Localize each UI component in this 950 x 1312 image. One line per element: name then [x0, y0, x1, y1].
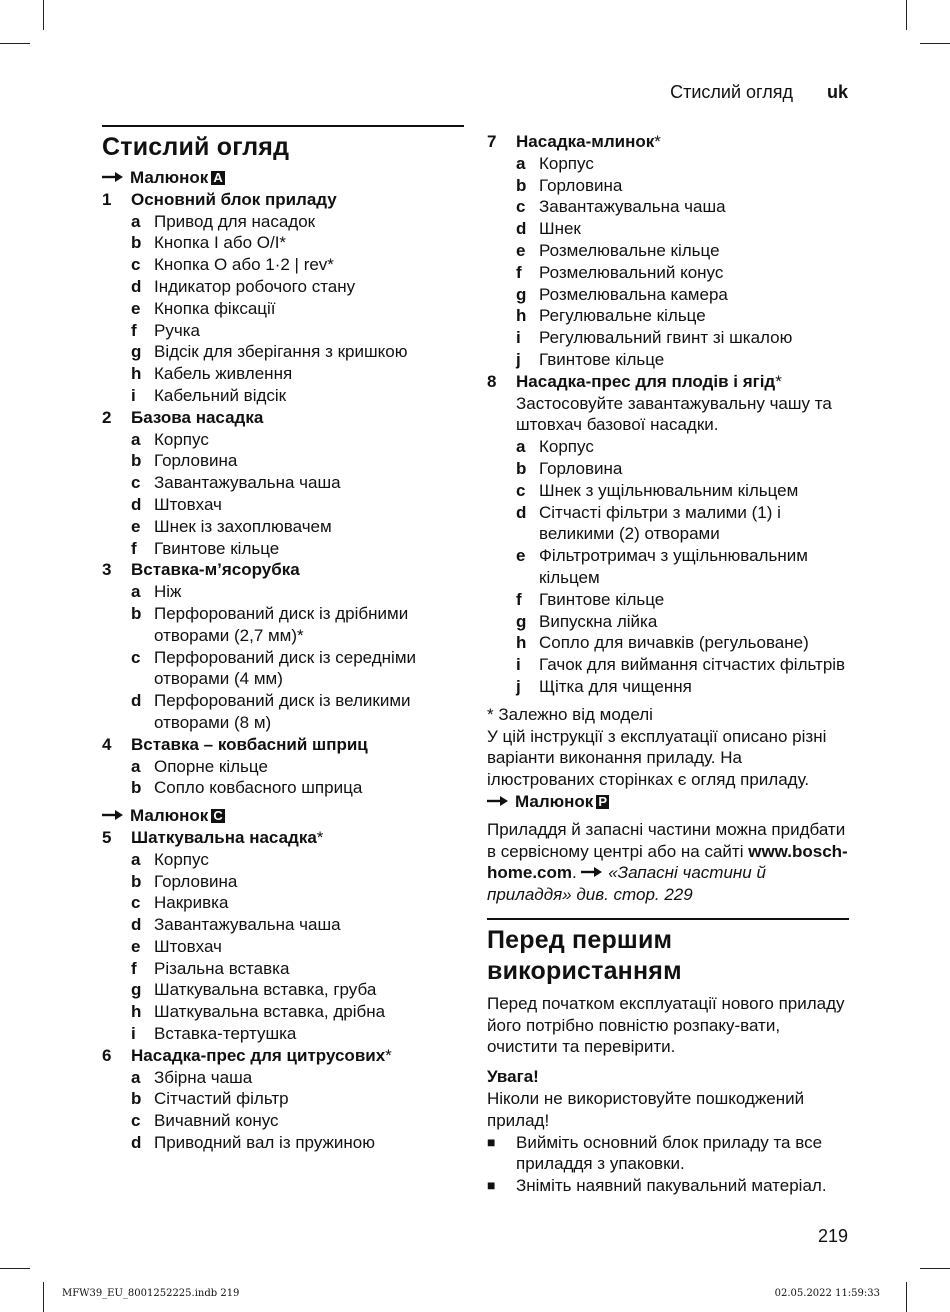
list-item: [102, 849, 464, 871]
item-text: Сітчасті фільтри з малими (1) і великими (2) отворами: [539, 502, 781, 544]
item-letter: b: [131, 233, 142, 253]
item-letter: a: [131, 849, 141, 869]
list-item: [102, 211, 464, 233]
item-letter: g: [131, 980, 142, 1000]
footnote-star: *: [775, 371, 782, 391]
item-letter: a: [131, 211, 141, 231]
item-letter: e: [131, 516, 141, 536]
footnote-star: *: [316, 827, 324, 847]
list-item: [487, 458, 849, 480]
list-item: [102, 892, 464, 914]
website-link[interactable]: www.bosch-home.com: [487, 841, 848, 883]
section-number: 8: [487, 371, 497, 391]
list-item: [102, 232, 464, 254]
figure-letter-badge: A: [213, 170, 223, 185]
item-letter: d: [131, 494, 142, 514]
section-number: 5: [102, 827, 112, 847]
item-letter: b: [131, 1089, 142, 1109]
list-item: [487, 545, 849, 589]
list-item: [102, 979, 464, 1001]
section-title: [102, 189, 464, 211]
item-letter: g: [131, 342, 142, 362]
item-letter: b: [516, 458, 527, 478]
accessories-paragraph: Приладдя й запасні частини можна придбати в сервісному центрі або на сайті www.bosch-home.com. «Запасні частини й приладдя» див. стор. 229: [487, 819, 848, 905]
item-text: Корпус: [539, 153, 594, 173]
item-letter: d: [131, 1133, 142, 1153]
square-bullet-icon: ■: [487, 1133, 496, 1150]
header-lang: uk: [826, 82, 848, 102]
item-text: Привод для насадок: [154, 211, 316, 231]
list-item: [487, 262, 849, 284]
item-text: Ніж: [154, 582, 182, 602]
item-text: Ручка: [154, 320, 200, 340]
item-text: Шнек з ущільнювальним кільцем: [539, 480, 799, 500]
warning-text: Ніколи не використовуйте пошкоджений прилад!: [487, 1089, 805, 1130]
item-text: Кабель живлення: [154, 364, 293, 384]
figure-ref: Малюнок C: [102, 805, 464, 827]
crop-mark: [43, 0, 44, 30]
list-item: [102, 1088, 464, 1110]
list-item: [102, 516, 464, 538]
item-text: Вставка-тертушка: [154, 1024, 297, 1044]
item-letter: c: [131, 893, 141, 913]
list-item: [487, 654, 849, 676]
item-text: Перфорований диск із середніми отворами (4 мм): [154, 647, 417, 689]
item-letter: d: [516, 502, 527, 522]
footer-file: MFW39_EU_8001252225.indb 219: [62, 1288, 240, 1299]
section-8: [487, 371, 849, 698]
list-item: [102, 690, 464, 734]
list-item: [487, 240, 849, 262]
item-text: Гвинтове кільце: [539, 589, 665, 609]
footer-date: 02.05.2022 11:59:33: [774, 1288, 880, 1299]
item-text: Шнек із захоплювачем: [154, 516, 332, 536]
list-item: [102, 1023, 464, 1045]
cross-reference: «Запасні частини й приладдя» див. стор. 229: [487, 863, 766, 905]
arrow-right-icon: [102, 167, 124, 189]
item-letter: c: [131, 1111, 141, 1131]
list-item: [102, 756, 464, 778]
section-title-text: Вставка-м’ясорубка: [131, 560, 300, 580]
section-title: [102, 1045, 464, 1067]
item-letter: f: [131, 958, 137, 978]
item-text: Щітка для чищення: [539, 676, 692, 696]
section-4: [102, 734, 464, 799]
list-item: [487, 175, 849, 197]
item-letter: c: [131, 255, 141, 275]
item-letter: c: [131, 647, 141, 667]
item-text: Опорне кільце: [154, 756, 268, 776]
item-text: Горловина: [539, 458, 623, 478]
list-item: [102, 363, 464, 385]
list-item: [487, 436, 849, 458]
item-text: Індикатор робочого стану: [154, 276, 356, 296]
figure-ref: Малюнок A: [102, 167, 464, 189]
item-letter: c: [131, 473, 141, 493]
crop-mark: [920, 43, 950, 44]
item-letter: g: [516, 611, 527, 631]
section-2: [102, 407, 464, 560]
section-title-text: Насадка-прес для плодів і ягід: [516, 371, 776, 391]
item-letter: i: [131, 385, 136, 405]
section-title: [487, 371, 849, 393]
list-item: [487, 218, 849, 240]
list-item: [102, 254, 464, 276]
item-text: Гачок для виймання сітчастих фільтрів: [539, 655, 846, 675]
item-letter: j: [516, 676, 521, 696]
section-1: [102, 189, 464, 407]
list-item: [487, 327, 849, 349]
list-item: [102, 538, 464, 560]
item-text: Завантажувальна чаша: [154, 473, 341, 493]
section-title-text: Шаткувальна насадка: [131, 827, 317, 847]
list-item: [487, 305, 849, 327]
list-item: [102, 1001, 464, 1023]
crop-mark: [0, 1268, 30, 1269]
item-letter: d: [516, 219, 527, 239]
crop-mark: [906, 0, 907, 30]
right-column: [487, 131, 849, 1197]
item-text: Сітчастий фільтр: [154, 1089, 289, 1109]
item-letter: j: [516, 349, 521, 369]
list-item: [102, 936, 464, 958]
section-heading: Перед першим використанням: [487, 925, 682, 985]
item-text: Розмелювальне кільце: [539, 240, 720, 260]
section-number: 4: [102, 734, 112, 754]
list-item: [102, 494, 464, 516]
list-item: [102, 647, 464, 691]
list-item: [102, 341, 464, 363]
section-title: [102, 734, 464, 756]
item-text: Шнек: [539, 219, 581, 239]
list-item: [102, 1067, 464, 1089]
item-text: Перфорований диск із великими отворами (8 м): [154, 691, 411, 732]
item-letter: h: [516, 306, 527, 326]
item-text: Горловина: [154, 451, 238, 471]
bullet-text: Вийміть основний блок приладу та все приладдя з упаковки.: [516, 1132, 823, 1174]
warning-title: Увага!: [487, 1067, 539, 1087]
crop-mark: [920, 1268, 950, 1269]
item-letter: e: [516, 240, 526, 260]
intro-paragraph: Перед початком експлуатації нового приладу його потрібно повністю розпаку-вати, очистити та перевірити.: [487, 993, 845, 1057]
item-text: Розмелювальний конус: [539, 262, 724, 282]
item-letter: h: [131, 1002, 142, 1022]
crop-mark: [906, 1282, 907, 1312]
list-item: [102, 385, 464, 407]
section-title-text: Вставка – ковбасний шприц: [131, 734, 368, 754]
bullet-text: Зніміть наявний пакувальний матеріал.: [516, 1176, 827, 1196]
item-letter: a: [131, 582, 141, 602]
item-letter: f: [131, 320, 137, 340]
section-5: [102, 827, 464, 1045]
list-item: [487, 676, 849, 698]
item-text: Накривка: [154, 893, 229, 913]
list-item: [487, 589, 849, 611]
section-7: [487, 131, 849, 371]
item-text: Кнопка I або O/I*: [154, 233, 287, 253]
item-letter: a: [131, 756, 141, 776]
arrow-right-icon: [102, 805, 124, 827]
page-number: 219: [817, 1226, 848, 1246]
item-text: Збірна чаша: [154, 1067, 253, 1087]
item-letter: d: [131, 691, 142, 711]
section-number: 1: [102, 189, 112, 209]
section-title: [102, 559, 464, 581]
bullet-item: [487, 1175, 849, 1197]
item-text: Кабельний відсік: [154, 385, 287, 405]
figure-letter-badge: C: [213, 808, 223, 824]
list-item: [102, 581, 464, 603]
item-text: Штовхач: [154, 494, 222, 514]
list-item: [487, 196, 849, 218]
item-letter: h: [516, 633, 527, 653]
item-text: Випускна лійка: [539, 611, 658, 631]
section-6: [102, 1045, 464, 1154]
item-letter: e: [131, 936, 141, 956]
item-text: Завантажувальна чаша: [539, 197, 726, 217]
list-item: [487, 284, 849, 306]
list-item: [102, 603, 464, 647]
item-text: Шаткувальна вставка, дрібна: [154, 1002, 386, 1022]
item-letter: b: [131, 451, 142, 471]
header-title: Стислий огляд: [670, 82, 793, 102]
section-number: 6: [102, 1045, 112, 1065]
item-letter: i: [516, 655, 521, 675]
item-letter: i: [516, 328, 521, 348]
section-title-text: Основний блок приладу: [131, 189, 337, 209]
item-text: Корпус: [154, 849, 209, 869]
list-item: [102, 298, 464, 320]
instruction-note: У цій інструкції з експлуатації описано різні варіанти виконання приладу. На ілюстрованих сторінках є огляд приладу.: [487, 726, 827, 790]
section-number: 2: [102, 407, 112, 427]
item-text: Корпус: [539, 437, 594, 457]
item-text: Різальна вставка: [154, 958, 290, 978]
item-text: Горловина: [154, 871, 238, 891]
item-text: Вичавний конус: [154, 1111, 279, 1131]
item-letter: f: [516, 589, 522, 609]
section-title-text: Насадка-прес для цитрусових: [131, 1045, 386, 1065]
list-item: [102, 276, 464, 298]
section-note: Застосовуйте завантажувальну чашу та штовхач базової насадки.: [516, 393, 832, 435]
list-item: [102, 958, 464, 980]
section-heading: Стислий огляд: [102, 133, 290, 161]
list-item: [102, 320, 464, 342]
item-text: Перфорований диск із дрібними отворами (2,7 мм)*: [154, 603, 409, 645]
section-title: [102, 827, 464, 849]
item-letter: h: [131, 364, 142, 384]
footnote-star: *: [654, 132, 661, 151]
list-item: [102, 1132, 464, 1154]
item-letter: b: [516, 175, 527, 195]
section-number: 7: [487, 132, 497, 151]
arrow-right-icon: [487, 791, 509, 813]
figure-letter-badge: P: [598, 793, 607, 809]
item-letter: b: [131, 871, 142, 891]
item-text: Гвинтове кільце: [539, 349, 665, 369]
list-item: [487, 611, 849, 633]
list-item: [487, 632, 849, 654]
figure-ref: Малюнок P: [487, 791, 849, 813]
item-letter: a: [131, 429, 141, 449]
item-text: Розмелювальна камера: [539, 284, 728, 304]
list-item: [487, 349, 849, 371]
item-letter: f: [516, 262, 522, 282]
item-letter: f: [131, 538, 137, 558]
item-text: Сопло для вичавків (регульоване): [539, 633, 809, 653]
item-text: Фільтротримач з ущільнювальним кільцем: [539, 546, 808, 587]
item-letter: b: [131, 603, 142, 623]
item-text: Кнопка O або 1·2 | rev*: [154, 255, 334, 275]
section-3: [102, 559, 464, 733]
list-item: [102, 1110, 464, 1132]
item-text: Приводний вал із пружиною: [154, 1133, 375, 1153]
list-item: [102, 429, 464, 451]
item-text: Сопло ковбасного шприца: [154, 778, 363, 798]
bullet-item: [487, 1132, 849, 1176]
item-text: Відсік для зберігання з кришкою: [154, 342, 408, 362]
footnote: * Залежно від моделі: [487, 704, 653, 724]
item-letter: g: [516, 284, 527, 304]
left-column: [102, 125, 464, 1154]
item-text: Кнопка фіксації: [154, 298, 276, 318]
arrow-right-icon: [581, 863, 603, 882]
footnote-star: *: [385, 1045, 392, 1065]
item-letter: c: [516, 480, 526, 500]
section-title: [487, 131, 849, 153]
item-letter: a: [516, 153, 526, 173]
section-title-text: Насадка-млинок: [516, 132, 655, 151]
item-letter: e: [516, 546, 526, 566]
item-letter: c: [516, 197, 526, 217]
item-letter: b: [131, 778, 142, 798]
list-item: [487, 153, 849, 175]
item-text: Шаткувальна вставка, груба: [154, 980, 377, 1000]
crop-mark: [0, 43, 30, 44]
item-text: Завантажувальна чаша: [154, 915, 341, 935]
item-letter: e: [131, 298, 141, 318]
list-item: [102, 871, 464, 893]
item-text: Корпус: [154, 429, 209, 449]
section-number: 3: [102, 560, 112, 580]
list-item: [102, 472, 464, 494]
list-item: [102, 777, 464, 799]
item-text: Штовхач: [154, 936, 222, 956]
section-title: [102, 407, 464, 429]
running-header: [670, 82, 848, 103]
item-text: Регулювальне кільце: [539, 306, 706, 326]
item-letter: i: [131, 1024, 136, 1044]
list-item: [487, 502, 849, 546]
item-text: Горловина: [539, 175, 623, 195]
item-letter: d: [131, 915, 142, 935]
crop-mark: [43, 1282, 44, 1312]
list-item: [102, 914, 464, 936]
square-bullet-icon: ■: [487, 1177, 496, 1194]
item-letter: a: [516, 437, 526, 457]
list-item: [102, 450, 464, 472]
section-title-text: Базова насадка: [131, 407, 264, 427]
list-item: [487, 480, 849, 502]
item-text: Регулювальний гвинт зі шкалою: [539, 328, 793, 348]
item-letter: d: [131, 276, 142, 296]
item-letter: a: [131, 1067, 141, 1087]
item-text: Гвинтове кільце: [154, 538, 280, 558]
